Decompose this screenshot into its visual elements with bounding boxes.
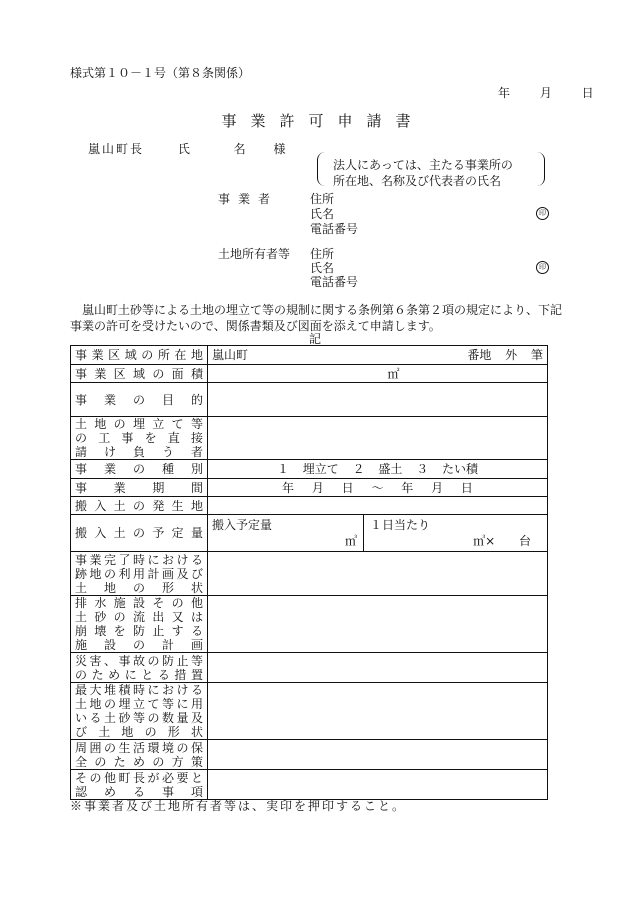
disaster-cell	[208, 653, 548, 683]
footer-note: ※事業者及び土地所有者等は、実印を押印すること。	[70, 799, 407, 813]
landowner-name-label: 氏名	[310, 261, 335, 275]
landowner-seal-mark: 印	[536, 261, 549, 274]
drainage-label-line-3: 崩壊を防止する	[75, 624, 203, 638]
table-row	[71, 740, 548, 770]
landowner-phone-label: 電話番号	[310, 275, 359, 289]
other-cell	[208, 770, 548, 800]
form-number: 様式第１０－１号（第８条関係）	[70, 66, 251, 80]
table-row	[71, 460, 548, 479]
contractor-cell	[208, 417, 548, 460]
operator-phone-label: 電話番号	[310, 222, 359, 236]
other-label	[71, 770, 208, 800]
applicant-role-operator: 事業者	[218, 192, 279, 206]
max-label-line-1: 最大堆積時における	[75, 683, 203, 697]
type-options: １ 埋立て ２ 盛土 ３ たい積	[208, 460, 548, 479]
planned-total-label: 搬入予定量	[212, 518, 273, 532]
table-row	[71, 596, 548, 653]
page-title: 事業許可申請書	[221, 112, 425, 130]
area-unit: ㎡	[208, 365, 548, 383]
landuse-label-line-2: 跡地の利用計画及び	[75, 566, 203, 581]
operator-name-label: 氏名	[310, 207, 335, 221]
planned-daily-box	[364, 515, 547, 551]
table-row	[71, 365, 548, 383]
addressee-honorific: 様	[273, 142, 286, 156]
addressee-name-label-2: 名	[233, 142, 246, 156]
landowner-address-label: 住所	[310, 247, 335, 261]
table-row	[71, 515, 548, 552]
period-value: 年 月 日 ～ 年 月 日	[208, 479, 548, 497]
drainage-label-line-1: 排水施設その他	[75, 596, 203, 610]
other-label-line-2: 認める事項	[75, 784, 203, 799]
environment-label	[71, 740, 208, 770]
operator-address-label: 住所	[310, 192, 335, 206]
max-label-line-2: 土地の埋立て等に用	[75, 697, 203, 711]
table-row	[71, 383, 548, 417]
corporate-note-line-1: 法人にあっては、主たる事業所の	[333, 158, 513, 172]
location-label: 事業区域の所在地	[71, 346, 208, 365]
date-year: 年	[497, 86, 510, 100]
planned-label: 搬入土の予定量	[71, 515, 208, 552]
disaster-label	[71, 653, 208, 683]
location-value: 嵐山町	[212, 348, 249, 362]
date-month: 月	[539, 86, 552, 100]
date-day: 日	[581, 86, 594, 100]
application-table	[70, 345, 548, 800]
env-label-line-2: 全のための方策	[75, 754, 203, 769]
contractor-label-line-3: 請け負う者	[75, 445, 203, 459]
purpose-cell	[208, 383, 548, 417]
application-statement: 嵐山町土砂等による土地の埋立て等の規制に関する条例第６条第２項の規定により、下記事業の許可を受けたいので、関係書類及び図面を添えて申請します。	[70, 303, 563, 333]
table-row	[71, 552, 548, 596]
date-line	[470, 84, 594, 101]
addressee	[88, 140, 286, 157]
origin-label: 搬入土の発生地	[71, 497, 208, 515]
contractor-label-line-2: の工事を直接	[75, 431, 203, 445]
addressee-office: 嵐山町長	[88, 142, 145, 156]
landuse-label	[71, 552, 208, 596]
other-label-line-1: その他町長が必要と	[75, 770, 203, 785]
drainage-label-line-2: 土砂の流出又は	[75, 610, 203, 624]
table-row	[71, 346, 548, 365]
period-label: 事業期間	[71, 479, 208, 497]
env-label-line-1: 周囲の生活環境の保	[75, 740, 203, 755]
corporate-note-line-2: 所在地、名称及び代表者の氏名	[333, 174, 502, 188]
max-label-line-3: いる土砂等の数量及	[75, 711, 203, 725]
disaster-label-line-2: のためにとる措置	[75, 667, 203, 682]
max-volume-cell	[208, 683, 548, 740]
drainage-label-line-4: 施設の計画	[75, 638, 203, 652]
location-suffix: 番地 外 筆	[467, 348, 543, 362]
planned-cell	[208, 515, 548, 552]
table-row	[71, 417, 548, 460]
disaster-label-line-1: 災害、事故の防止等	[75, 653, 203, 668]
drainage-label	[71, 596, 208, 653]
table-row	[71, 479, 548, 497]
environment-cell	[208, 740, 548, 770]
operator-seal-mark: 印	[536, 207, 549, 220]
planned-total-box	[208, 515, 364, 551]
table-row	[71, 683, 548, 740]
planned-total-unit: ㎥	[344, 534, 357, 548]
table-row	[71, 653, 548, 683]
planned-daily-unit: ㎥× 台	[473, 534, 531, 548]
contractor-label-line-1: 土地の埋立て等	[75, 417, 203, 431]
table-row	[71, 770, 548, 800]
purpose-label: 事業の目的	[71, 383, 208, 417]
landuse-label-line-3: 土地の形状	[75, 580, 203, 595]
type-label: 事業の種別	[71, 460, 208, 479]
addressee-name-label: 氏	[177, 142, 190, 156]
location-cell	[208, 346, 548, 365]
max-volume-label	[71, 683, 208, 740]
origin-cell	[208, 497, 548, 515]
drainage-cell	[208, 596, 548, 653]
table-row	[71, 497, 548, 515]
applicant-role-landowner: 土地所有者等	[218, 247, 291, 261]
ki-marker: 記	[308, 332, 321, 346]
contractor-label	[71, 417, 208, 460]
planned-daily-label: １日当たり	[370, 518, 431, 532]
area-label: 事業区域の面積	[71, 365, 208, 383]
landuse-cell	[208, 552, 548, 596]
max-label-line-4: び土地の形状	[75, 725, 203, 739]
landuse-label-line-1: 事業完了時における	[75, 552, 203, 567]
